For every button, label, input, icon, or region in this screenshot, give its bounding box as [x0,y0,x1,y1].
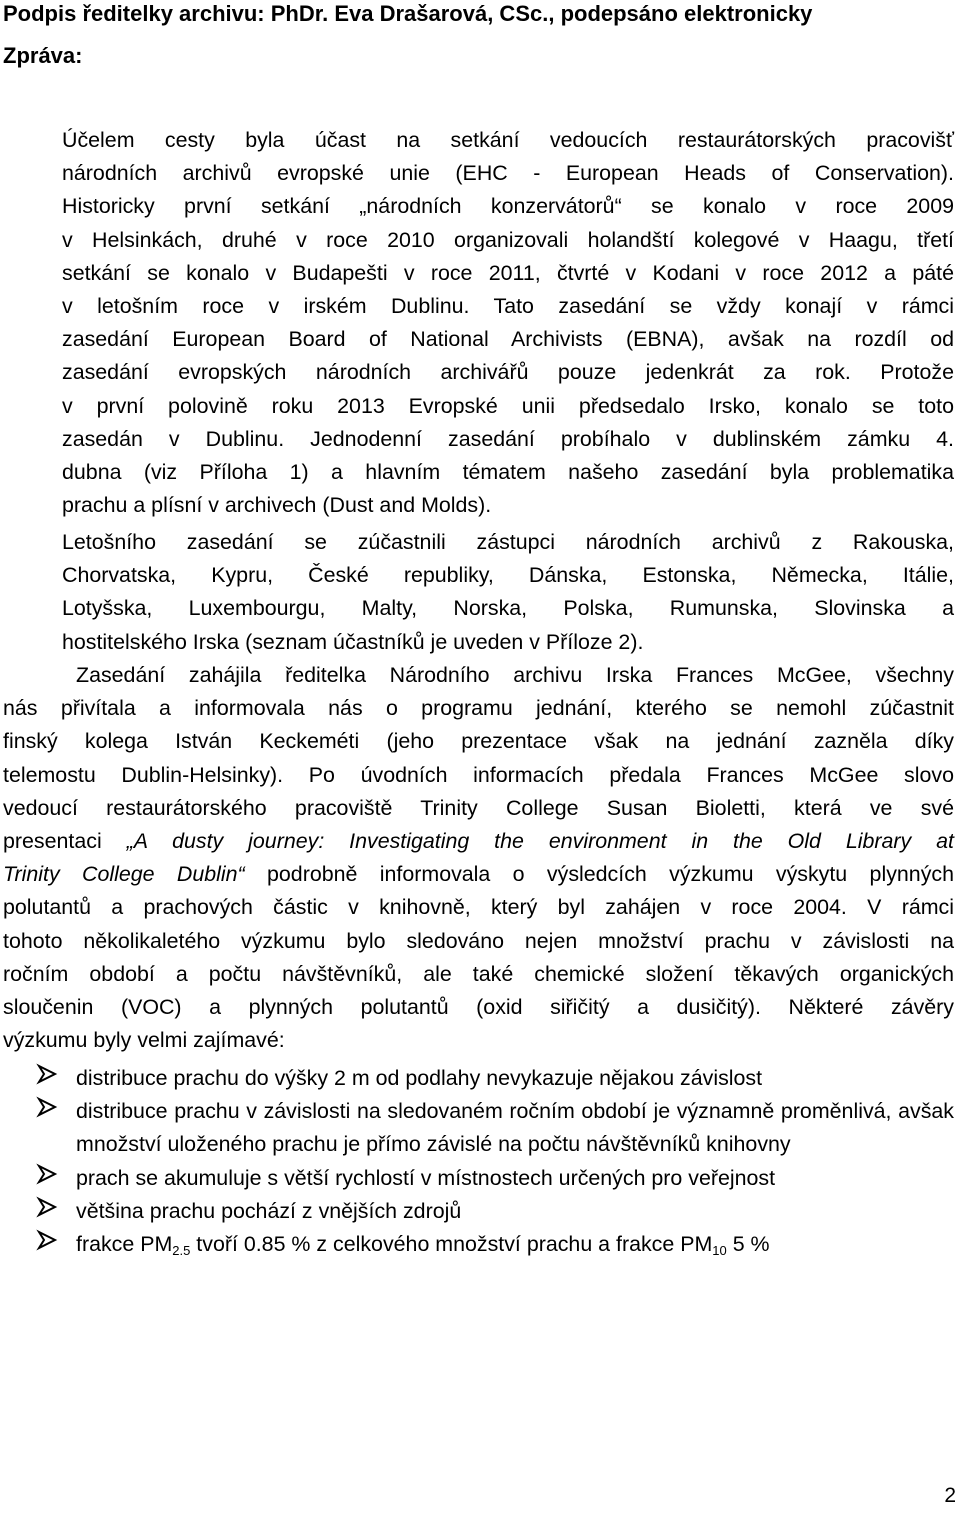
arrow-bullet-icon [36,1095,60,1128]
list-item-text: distribuce prachu v závislosti na sledovaném ročním období je významně proměnlivá, avšak množství uloženého prachu je přímo závislé na počtu návštěvníků knihovny [76,1099,954,1157]
list-item [0,1062,954,1095]
text-line: Letošního zasedání se zúčastnili zástupci národních archivů z Rakouska, [62,530,954,554]
text-fragment: 5 % [726,1232,770,1257]
text-line: Historicky první setkání „národních konzervátorů“ se konalo v roce 2009 [62,194,954,219]
text-line: výzkumu byly velmi zajímavé: [3,1028,285,1053]
presentation-title: „A dusty journey: Investigating the environment in the Old Library at [126,829,954,854]
text-line: Zasedání zahájila ředitelka Národního archivu Irska Frances McGee, všechny [76,663,954,687]
text-fragment: podrobně informovala o výsledcích výzkumu výskytu plynných [244,862,954,887]
text-line: hostitelského Irska (seznam účastníků je uveden v Příloze 2). [62,629,644,654]
text-line: setkání se konalo v Budapešti v roce 2011, čtvrté v Kodani v roce 2012 a páté [62,260,954,285]
subscript: 10 [712,1243,727,1259]
list-item [0,1095,954,1161]
text-line: zasedání European Board of National Archivists (EBNA), avšak na rozdíl od [62,327,954,352]
list-item [0,1195,954,1228]
list-item [0,1228,954,1267]
arrow-bullet-icon [36,1228,60,1261]
list-item [0,1162,954,1195]
list-item-text [76,1228,954,1267]
text-line: prachu a plísní v archivech (Dust and Molds). [62,493,492,518]
message-label: Zpráva: [3,43,83,68]
paragraph-participants [62,526,954,659]
text-line: nás přivítala a informovala nás o programu jednání, kterého se nemohl zúčastnit [3,696,954,721]
paragraph-purpose [62,124,954,522]
text-fragment: presentaci [3,829,127,854]
text-fragment: tvoří 0.85 % z celkového množství prachu a frakce PM [190,1232,713,1257]
text-line [3,825,954,858]
text-line: v Helsinkách, druhé v roce 2010 organizovali holandští kolegové v Haagu, třetí [62,227,954,252]
text-line: v první polovině roku 2013 Evropské unii předsedalo Irsko, konalo se toto [62,393,954,418]
presentation-title-end: Trinity College Dublin“ [3,862,245,887]
findings-list [0,1062,954,1267]
text-line: Chorvatska, Kypru, České republiky, Dánska, Estonska, Německa, Itálie, [62,563,954,588]
subscript: 2.5 [172,1243,191,1259]
text-line: tohoto několikaletého výzkumu bylo sledováno nejen množství prachu v závislosti na [3,928,954,953]
text-line: vedoucí restaurátorského pracoviště Trinity College Susan Bioletti, která ve své [3,795,954,820]
text-line: Účelem cesty byla účast na setkání vedoucích restaurátorských pracovišť [62,128,954,152]
text-line: národních archivů evropské unie (EHC - European Heads of Conservation). [62,161,954,186]
paragraph-meeting [3,659,954,1057]
arrow-bullet-icon [36,1062,60,1095]
text-line: zasedání evropských národních archivářů pouze jedenkrát za rok. Protože [62,360,954,385]
text-line: sloučenin (VOC) a plynných polutantů (oxid siřičitý a dusičitý). Některé závěry [3,995,954,1020]
text-line: Lotyšska, Luxembourgu, Malty, Norska, Polska, Rumunska, Slovinska a [62,596,954,621]
text-line: zasedán v Dublinu. Jednodenní zasedání probíhalo v dublinském zámku 4. [62,426,954,451]
arrow-bullet-icon [36,1162,60,1195]
text-line: telemostu Dublin-Helsinky). Po úvodních informacích předala Frances McGee slovo [3,762,954,787]
list-item-text: prach se akumuluje s větší rychlostí v místnostech určených pro veřejnost [76,1165,776,1190]
arrow-bullet-icon [36,1195,60,1228]
list-item-text: distribuce prachu do výšky 2 m od podlahy nevykazuje nějakou závislost [76,1066,763,1090]
text-line: v letošním roce v irském Dublinu. Tato zasedání se vždy konají v rámci [62,294,954,319]
text-line: ročním období a počtu návštěvníků, ale také chemické složení těkavých organických [3,961,954,986]
text-line: dubna (viz Příloha 1) a hlavním tématem našeho zasedání byla problematika [62,460,954,485]
text-line: finský kolega István Keckeméti (jeho prezentace však na jednání zazněla díky [3,729,954,754]
text-fragment: frakce PM [76,1232,173,1257]
text-line [3,858,954,891]
page-number: 2 [944,1484,956,1507]
text-line: polutantů a prachových částic v knihovně, který byl zahájen v roce 2004. V rámci [3,895,954,920]
list-item-text: většina prachu pochází z vnějších zdrojů [76,1198,462,1223]
signature-line: Podpis ředitelky archivu: PhDr. Eva Drašarová, CSc., podepsáno elektronicky [3,1,813,26]
